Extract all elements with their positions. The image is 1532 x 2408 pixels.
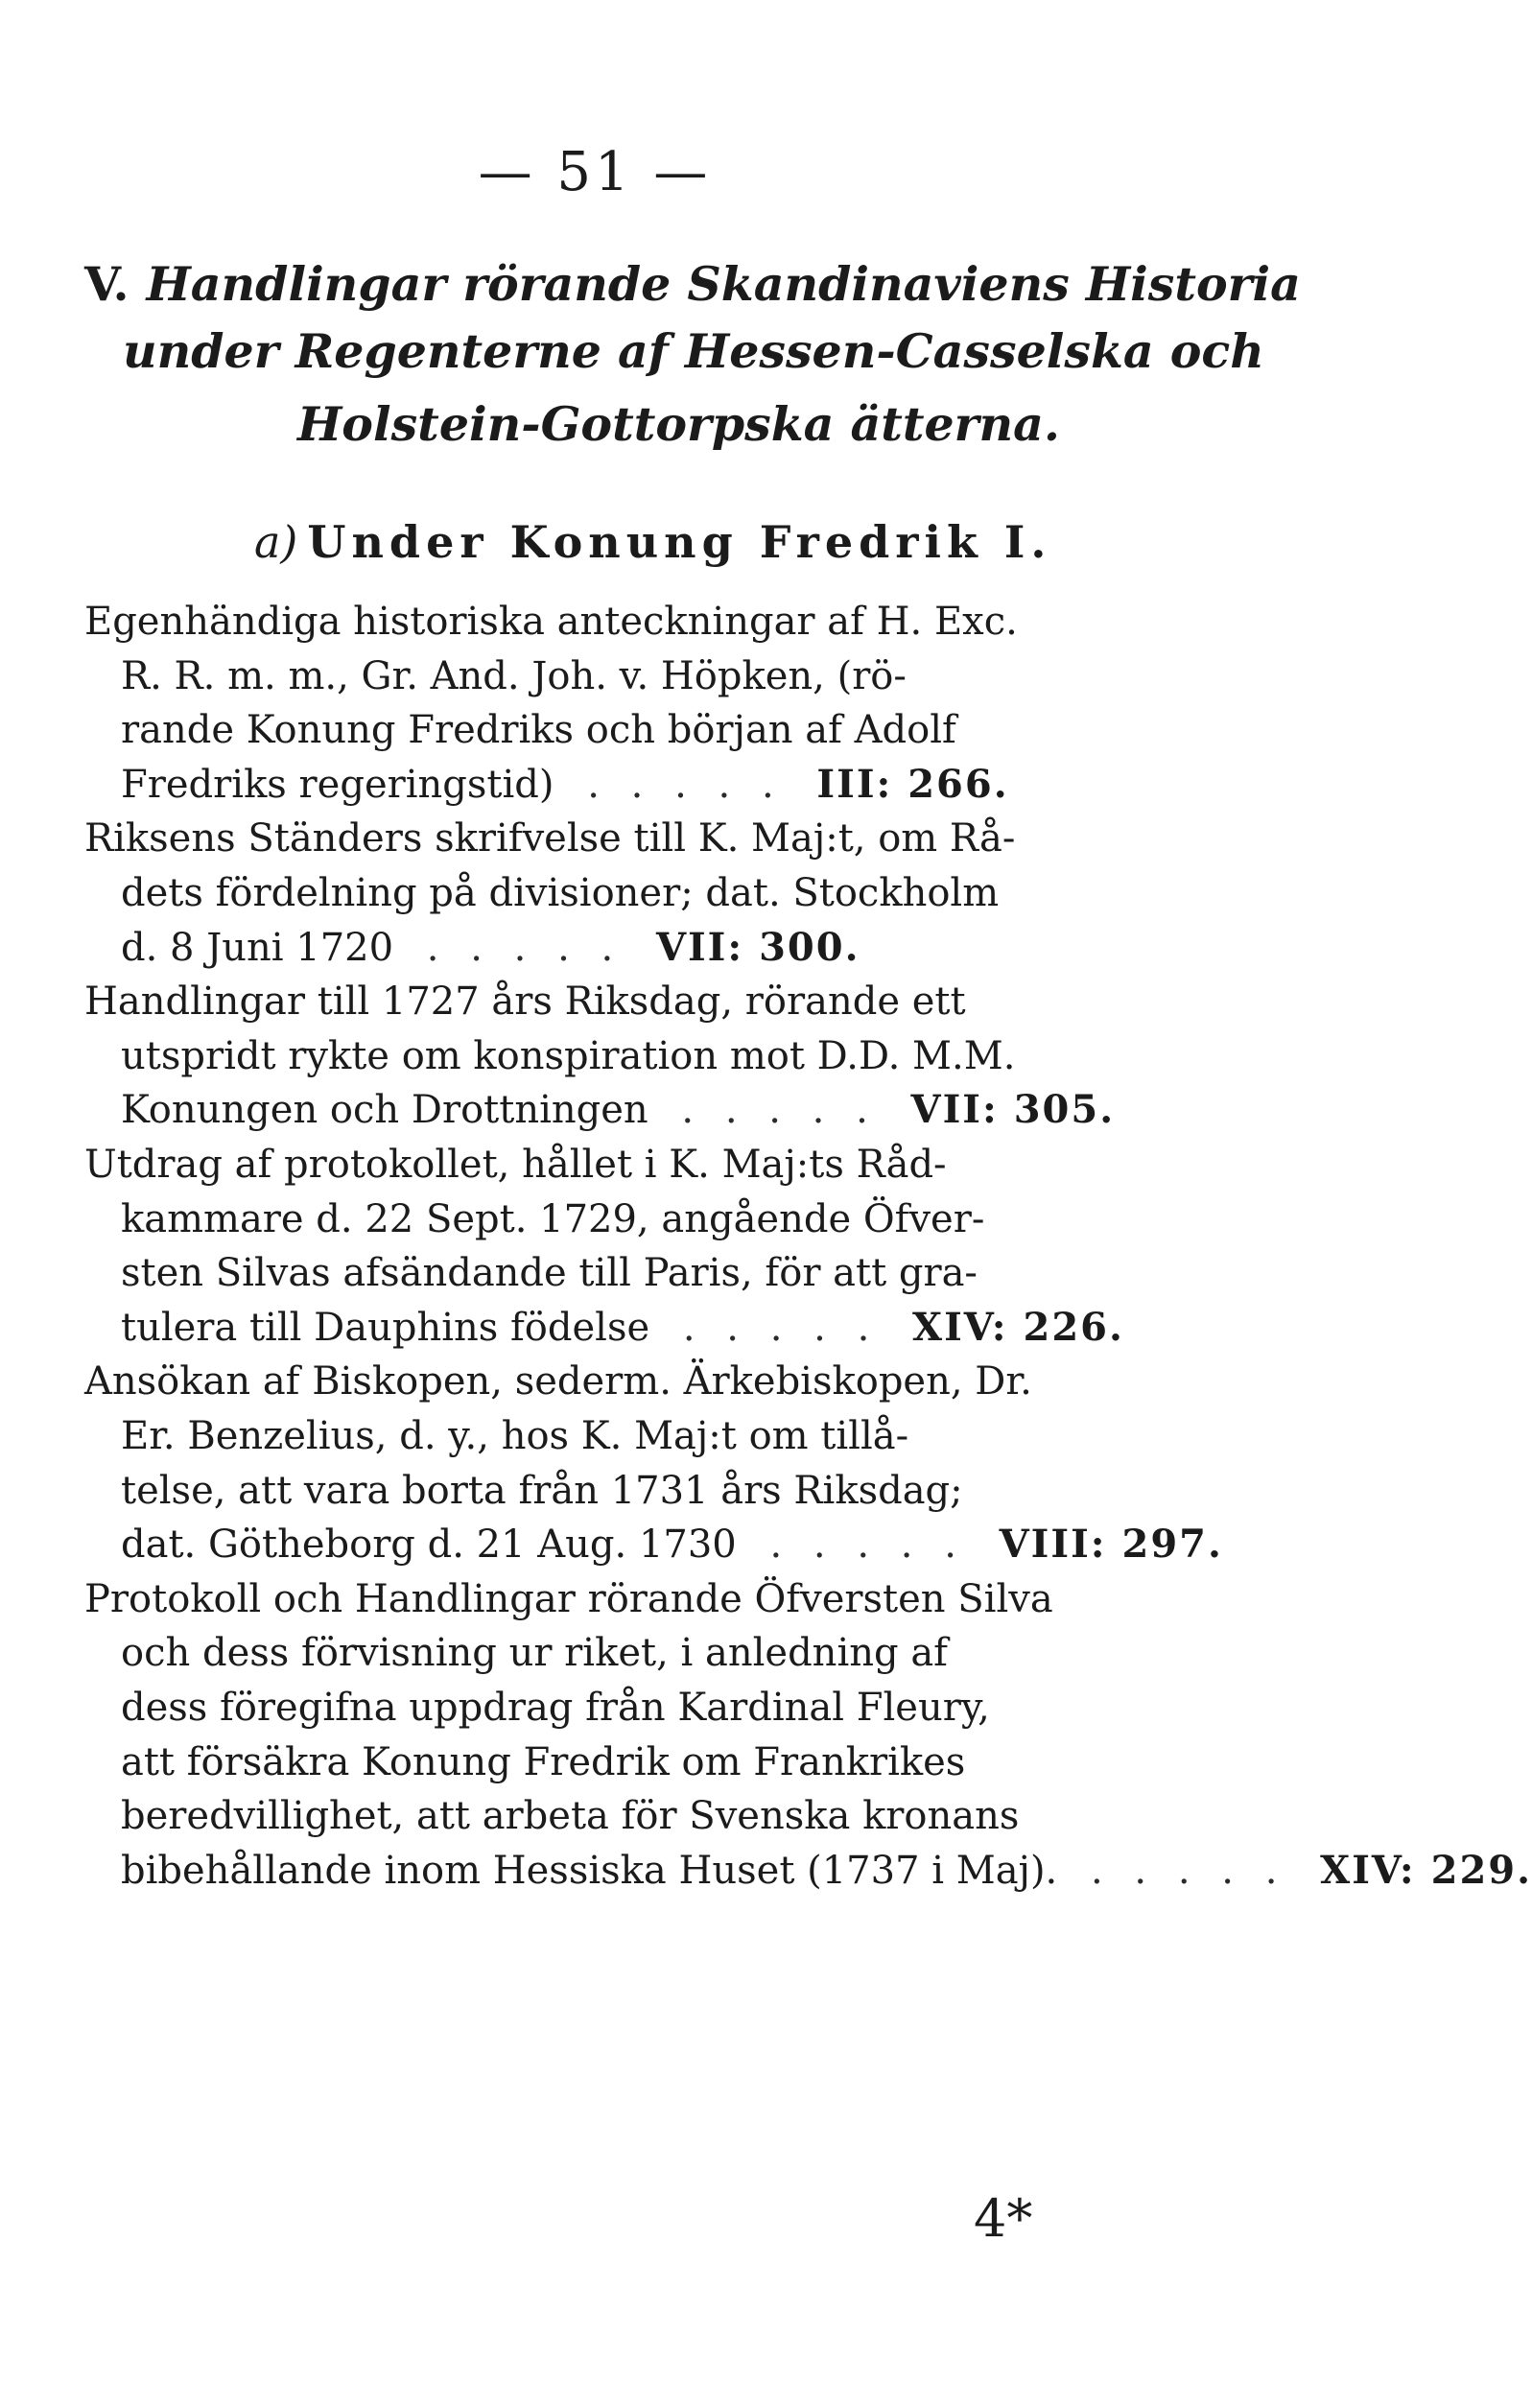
section-title-line-2: under Regenterne af Hessen-Casselska och	[123, 323, 1264, 379]
dot-leader: . . . . .	[1069, 1849, 1309, 1893]
dot-leader: . . . . .	[659, 1088, 900, 1132]
entry-text: Protokoll och Handlingar rörande Öfversten Silva	[84, 1577, 1053, 1621]
signature-mark: 4*	[974, 2188, 1033, 2249]
volume-page-reference: III: 266.	[816, 762, 1009, 807]
section-number: V.	[84, 256, 130, 312]
entry-line	[121, 649, 907, 703]
entry-text: bibehållande inom Hessiska Huset (1737 i Maj).	[121, 1849, 1058, 1893]
entry-text: telse, att vara borta från 1731 års Riksdag;	[121, 1469, 963, 1513]
volume-page-reference: XIV: 229.	[1320, 1848, 1532, 1893]
volume-page-reference: VIII: 297.	[999, 1522, 1223, 1567]
entry-first-line	[84, 1355, 1032, 1408]
section-title-line-3: Holstein-Gottorpska ätterna.	[297, 396, 1060, 452]
subsection-heading	[254, 513, 1051, 571]
entry-text: Egenhändiga historiska anteckningar af H. Exc.	[84, 600, 1018, 644]
section-title-line-1: Handlingar rörande Skandinaviens Historia	[146, 256, 1301, 312]
entry-line	[121, 1246, 978, 1300]
entry-text: d. 8 Juni 1720	[121, 926, 394, 970]
entry-line	[121, 1029, 1015, 1083]
entry-first-line	[84, 595, 1018, 649]
entry-first-line	[84, 812, 1015, 865]
entry-line	[121, 866, 999, 920]
entry-text: tulera till Dauphins födelse	[121, 1306, 650, 1350]
entry-first-line	[84, 975, 966, 1028]
entry-text: Utdrag af protokollet, hållet i K. Maj:ts Råd-	[84, 1143, 947, 1187]
entry-text: beredvillighet, att arbeta för Svenska kronans	[121, 1794, 1020, 1838]
entry-line	[121, 921, 860, 975]
dot-leader: . . . . .	[661, 1306, 902, 1350]
entry-line	[121, 1083, 1115, 1137]
section-heading-line-1	[84, 252, 1301, 316]
entry-list	[0, 595, 1532, 2370]
subsection-title: Under Konung Fredrik I.	[307, 516, 1052, 568]
entry-line	[121, 1409, 908, 1463]
subsection-marker: a)	[254, 516, 298, 568]
entry-text: R. R. m. m., Gr. And. Joh. v. Höpken, (rö-	[121, 654, 907, 698]
entry-text: Handlingar till 1727 års Riksdag, rörande ett	[84, 980, 966, 1024]
volume-page-reference: XIV: 226.	[912, 1305, 1124, 1350]
entry-line	[121, 1518, 1223, 1571]
entry-text: dat. Götheborg d. 21 Aug. 1730	[121, 1523, 737, 1567]
page-number: — 51 —	[478, 141, 712, 203]
dot-leader: . . . . .	[565, 763, 806, 807]
entry-first-line	[84, 1138, 947, 1192]
entry-text: och dess förvisning ur riket, i anledning af	[121, 1631, 948, 1675]
volume-page-reference: VII: 305.	[910, 1087, 1116, 1132]
entry-text: att försäkra Konung Fredrik om Frankrikes	[121, 1740, 966, 1784]
entry-text: Konungen och Drottningen	[121, 1088, 648, 1132]
entry-text: sten Silvas afsändande till Paris, för att gra-	[121, 1251, 978, 1295]
entry-line	[121, 1681, 990, 1735]
entry-line	[121, 758, 1009, 812]
entry-text: kammare d. 22 Sept. 1729, angående Öfver-	[121, 1197, 985, 1241]
dot-leader: . . . . .	[747, 1523, 988, 1567]
volume-page-reference: VII: 300.	[655, 925, 860, 970]
entry-text: rande Konung Fredriks och början af Adolf	[121, 708, 956, 752]
entry-text: Fredriks regeringstid)	[121, 763, 554, 807]
entry-text: Ansökan af Biskopen, sederm. Ärkebiskopen, Dr.	[84, 1359, 1032, 1404]
entry-text: Er. Benzelius, d. y., hos K. Maj:t om tillå-	[121, 1414, 909, 1458]
entry-line	[121, 1735, 965, 1789]
entry-first-line	[84, 1572, 1053, 1626]
dot-leader: . . . . .	[405, 926, 645, 970]
entry-text: utspridt rykte om konspiration mot D.D. M.M.	[121, 1034, 1016, 1078]
entry-text: dess föregifna uppdrag från Kardinal Fleury,	[121, 1686, 990, 1730]
entry-line	[121, 1192, 984, 1246]
entry-text: Riksens Ständers skrifvelse till K. Maj:t, om Rå-	[84, 816, 1016, 861]
entry-line	[121, 1789, 1019, 1843]
entry-line	[121, 1626, 948, 1680]
entry-line	[121, 703, 956, 757]
entry-line	[121, 1301, 1124, 1355]
entry-text: dets fördelning på divisioner; dat. Stockholm	[121, 871, 1000, 915]
entry-line	[121, 1464, 963, 1518]
entry-line	[121, 1844, 1532, 1898]
